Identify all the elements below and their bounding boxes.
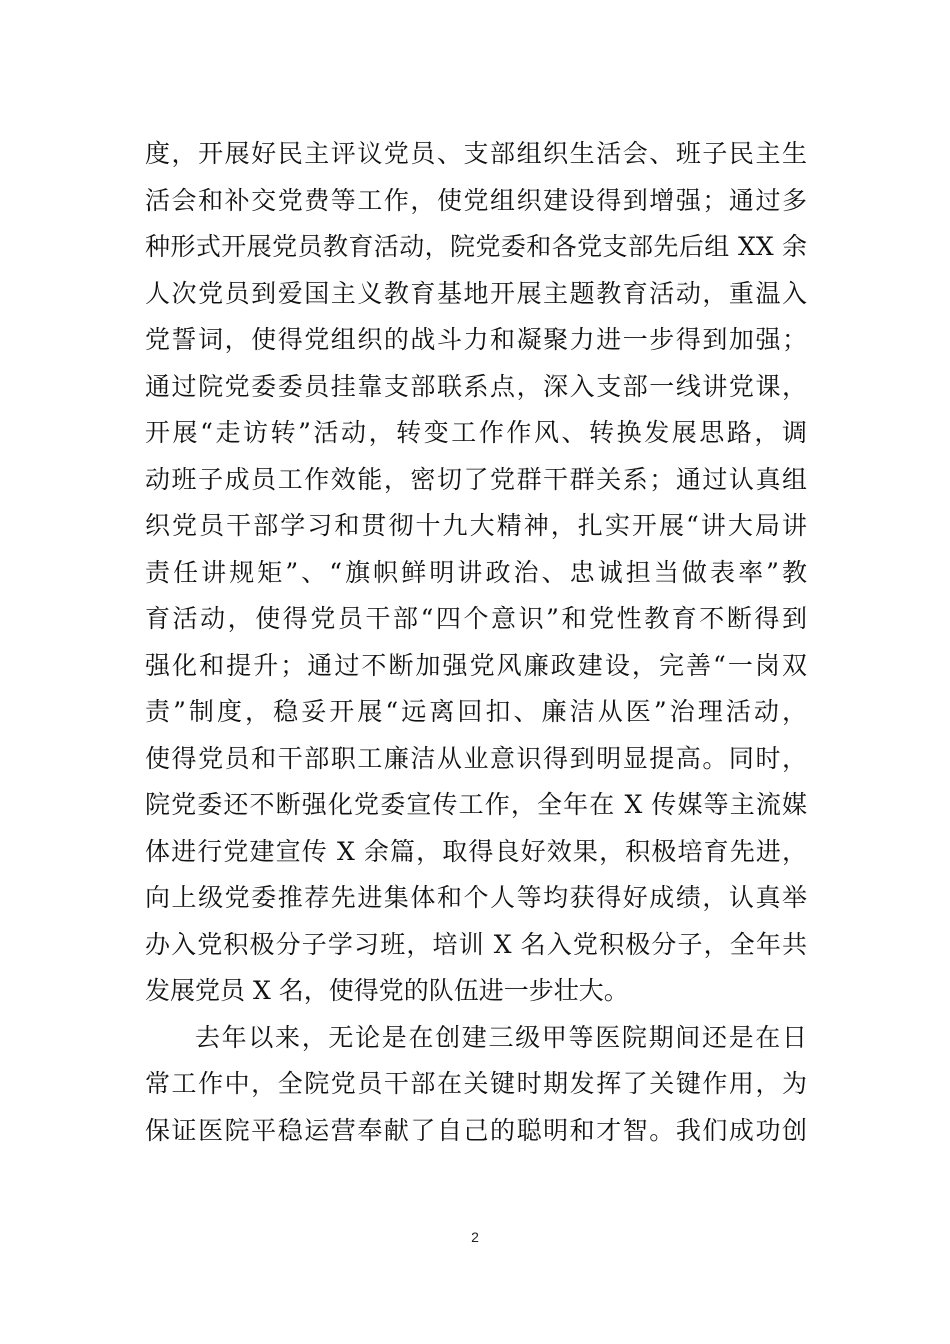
text-line: 人次党员到爱国主义教育基地开展主题教育活动，重温入	[145, 278, 807, 308]
text-line: 种形式开展党员教育活动，院党委和各党支部先后组 XX 余	[145, 232, 807, 261]
text-line: 常工作中，全院党员干部在关键时期发挥了关键作用，为	[145, 1069, 807, 1098]
text-line: 责”制度，稳妥开展“远离回扣、廉洁从医”治理活动，	[145, 697, 807, 726]
text-line: 育活动，使得党员干部“四个意识”和党性教育不断得到	[145, 604, 807, 633]
text-line: 院党委还不断强化党委宣传工作，全年在 X 传媒等主流媒	[145, 790, 807, 819]
paragraph	[145, 131, 807, 1015]
text-line: 强化和提升；通过不断加强党风廉政建设，完善“一岗双	[145, 650, 807, 680]
paragraph	[145, 1015, 807, 1155]
text-line: 向上级党委推荐先进集体和个人等均获得好成绩，认真举	[145, 883, 807, 912]
body-text	[145, 131, 807, 1154]
text-line: 办入党积极分子学习班，培训 X 名入党积极分子，全年共	[145, 929, 807, 959]
text-line: 去年以来，无论是在创建三级甲等医院期间还是在日	[195, 1022, 807, 1052]
text-line: 责任讲规矩”、“旗帜鲜明讲政治、忠诚担当做表率”教	[145, 557, 807, 587]
text-line: 度，开展好民主评议党员、支部组织生活会、班子民主生	[145, 139, 807, 168]
text-line: 织党员干部学习和贯彻十九大精神，扎实开展“讲大局讲	[145, 511, 807, 540]
text-line: 动班子成员工作效能，密切了党群干群关系；通过认真组	[145, 464, 807, 494]
text-line: 开展“走访转”活动，转变工作作风、转换发展思路，调	[145, 418, 807, 447]
page-number: 2	[471, 1229, 479, 1245]
text-line: 活会和补交党费等工作，使党组织建设得到增强；通过多	[145, 185, 807, 215]
text-line: 通过院党委委员挂靠支部联系点，深入支部一线讲党课，	[145, 371, 807, 401]
text-line: 体进行党建宣传 X 余篇，取得良好效果，积极培育先进，	[145, 836, 807, 866]
text-line: 党誓词，使得党组织的战斗力和凝聚力进一步得到加强；	[145, 325, 807, 354]
text-line: 使得党员和干部职工廉洁从业意识得到明显提高。同时，	[145, 743, 807, 773]
text-line: 发展党员 X 名，使得党的队伍进一步壮大。	[145, 976, 629, 1005]
text-line: 保证医院平稳运营奉献了自己的聪明和才智。我们成功创	[145, 1115, 807, 1145]
